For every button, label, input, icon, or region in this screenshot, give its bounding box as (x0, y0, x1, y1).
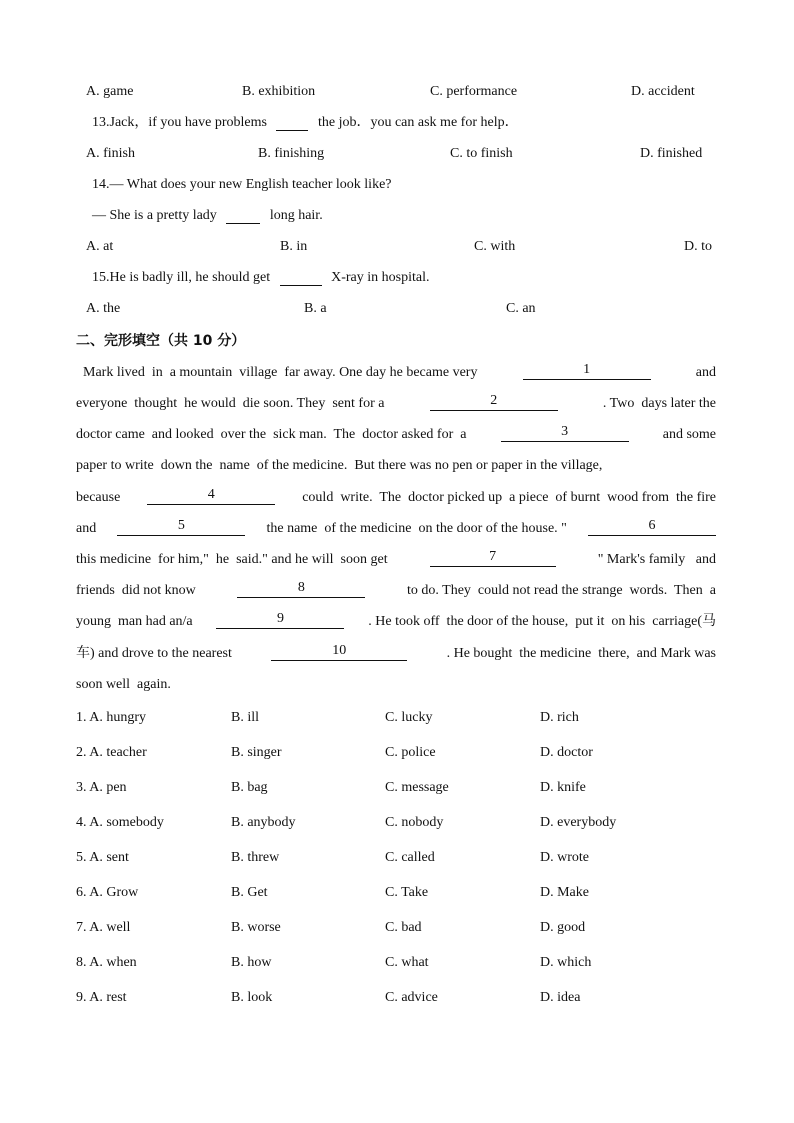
option-d: D. Make (540, 885, 589, 900)
passage-line-1 (76, 361, 716, 385)
option-c: C. called (385, 850, 435, 865)
option-a: 4. A. somebody (76, 815, 164, 830)
cloze-blank-1[interactable]: 1 (523, 361, 651, 380)
passage-text: . He bought the medicine there, and Mark was (446, 646, 716, 661)
passage-line-9 (76, 610, 716, 634)
cloze-blank-3[interactable]: 3 (501, 423, 629, 442)
cloze-blank-7[interactable]: 7 (430, 548, 556, 567)
option-b: B. Get (231, 885, 268, 900)
cloze-options-1 (0, 706, 794, 730)
q14-options (0, 235, 794, 259)
passage-text: soon well again. (76, 677, 171, 692)
option-a: 8. A. when (76, 955, 137, 970)
option-b: B. worse (231, 920, 281, 935)
option-d: D. which (540, 955, 592, 970)
option-b: B. how (231, 955, 272, 970)
option-b: B. anybody (231, 815, 296, 830)
passage-line-4 (76, 454, 716, 478)
passage-line-8 (76, 579, 716, 603)
cloze-blank-4[interactable]: 4 (147, 486, 275, 505)
q13-option-a: A. finish (86, 146, 135, 161)
q13-stem-end: the job．you can ask me for help． (317, 115, 519, 130)
option-c: C. bad (385, 920, 422, 935)
option-a: 1. A. hungry (76, 710, 146, 725)
passage-line-3 (76, 423, 716, 447)
cloze-options-6 (0, 881, 794, 905)
option-b: B. bag (231, 780, 268, 795)
cloze-blank-2[interactable]: 2 (430, 392, 558, 411)
cloze-options-2 (0, 741, 794, 765)
option-b: B. ill (231, 710, 260, 725)
cloze-options-7 (0, 916, 794, 940)
option-c: C. advice (385, 990, 438, 1005)
q14-option-b: B. in (280, 239, 308, 254)
q14-option-c: C. with (474, 239, 516, 254)
q14-blank[interactable] (226, 207, 260, 224)
passage-text: and some (662, 427, 716, 442)
passage-text: Mark lived in a mountain village far away. One day he became very (76, 365, 478, 380)
option-c: C. message (385, 780, 449, 795)
cloze-options-9 (0, 986, 794, 1010)
option-c: C. what (385, 955, 429, 970)
section-heading: 二、完形填空（共 10 分） (76, 333, 246, 349)
passage-text: and (695, 365, 716, 380)
cloze-blank-6[interactable]: 6 (588, 517, 716, 536)
q15-option-a: A. the (86, 301, 121, 316)
passage-text: friends did not know (76, 583, 196, 598)
option-a: 9. A. rest (76, 990, 127, 1005)
passage-text: . He took off the door of the house, put it on his carriage(马 (368, 614, 716, 629)
cloze-blank-9[interactable]: 9 (216, 610, 344, 629)
q15-options (0, 297, 794, 321)
option-d: D. everybody (540, 815, 617, 830)
passage-text: this medicine for him," he said." and he will soon get (76, 552, 388, 567)
cloze-blank-10[interactable]: 10 (271, 642, 407, 661)
q13-options (0, 142, 794, 166)
option-d: D. good (540, 920, 586, 935)
q14-option-a: A. at (86, 239, 114, 254)
q14-option-d: D. to (684, 239, 712, 254)
option-b: B. singer (231, 745, 282, 760)
q14-stem-line2 (0, 204, 794, 228)
option-c: C. Take (385, 885, 429, 900)
q12-option-b: B. exhibition (242, 84, 316, 99)
q14-stem-line1: 14.— What does your new English teacher look like? (92, 177, 392, 192)
passage-line-11 (76, 673, 716, 697)
q15-option-c: C. an (506, 301, 536, 316)
passage-text: the name of the medicine on the door of the house. " (266, 521, 567, 536)
q13-blank[interactable] (276, 114, 308, 131)
q15-option-b: B. a (304, 301, 327, 316)
passage-line-6 (76, 517, 716, 541)
q14-stem (0, 173, 794, 197)
option-d: D. idea (540, 990, 581, 1005)
passage-line-7 (76, 548, 716, 572)
option-a: 3. A. pen (76, 780, 127, 795)
q13-stem (0, 111, 794, 135)
passage-line-10 (76, 642, 716, 666)
passage-line-5 (76, 486, 716, 510)
cloze-options-5 (0, 846, 794, 870)
option-b: B. look (231, 990, 273, 1005)
q13-stem-start: 13.Jack，if you have problems (92, 115, 267, 130)
q12-option-c: C. performance (430, 84, 518, 99)
passage-text: because (76, 490, 121, 505)
passage-text: could write. The doctor picked up a piece of burnt wood from the fire (302, 490, 716, 505)
q12-option-d: D. accident (631, 84, 695, 99)
passage-text: to do. They could not read the strange words. Then a (407, 583, 716, 598)
option-b: B. threw (231, 850, 280, 865)
q15-stem-start: 15.He is badly ill, he should get (92, 270, 271, 285)
option-a: 7. A. well (76, 920, 131, 935)
passage-line-2 (76, 392, 716, 416)
q14-stem-start: — She is a pretty lady (92, 208, 217, 223)
q12-option-a: A. game (86, 84, 134, 99)
q15-stem-end: X-ray in hospital. (331, 270, 430, 285)
q13-option-c: C. to finish (450, 146, 513, 161)
passage-text: 车) and drove to the nearest (76, 646, 232, 661)
option-c: C. nobody (385, 815, 444, 830)
q13-option-d: D. finished (640, 146, 703, 161)
option-a: 5. A. sent (76, 850, 129, 865)
cloze-options-3 (0, 776, 794, 800)
option-d: D. wrote (540, 850, 589, 865)
passage-text: and (76, 521, 97, 536)
passage-text: paper to write down the name of the medicine. But there was no pen or paper in the village, (76, 458, 603, 473)
cloze-options-4 (0, 811, 794, 835)
option-d: D. knife (540, 780, 586, 795)
option-a: 2. A. teacher (76, 745, 147, 760)
option-c: C. police (385, 745, 436, 760)
cloze-blank-5[interactable]: 5 (117, 517, 245, 536)
q15-blank[interactable] (280, 269, 322, 286)
passage-text: everyone thought he would die soon. They sent for a (76, 396, 385, 411)
passage-text: young man had an/a (76, 614, 193, 629)
passage-text: . Two days later the (602, 396, 716, 411)
q15-stem (0, 266, 794, 290)
cloze-options-8 (0, 951, 794, 975)
option-d: D. doctor (540, 745, 593, 760)
q12-options (0, 80, 794, 104)
q14-stem-end: long hair. (269, 208, 323, 223)
q13-option-b: B. finishing (258, 146, 325, 161)
option-a: 6. A. Grow (76, 885, 139, 900)
passage-text: doctor came and looked over the sick man. The doctor asked for a (76, 427, 467, 442)
cloze-blank-8[interactable]: 8 (237, 579, 365, 598)
option-d: D. rich (540, 710, 579, 725)
option-c: C. lucky (385, 710, 433, 725)
passage-text: " Mark's family and (597, 552, 716, 567)
